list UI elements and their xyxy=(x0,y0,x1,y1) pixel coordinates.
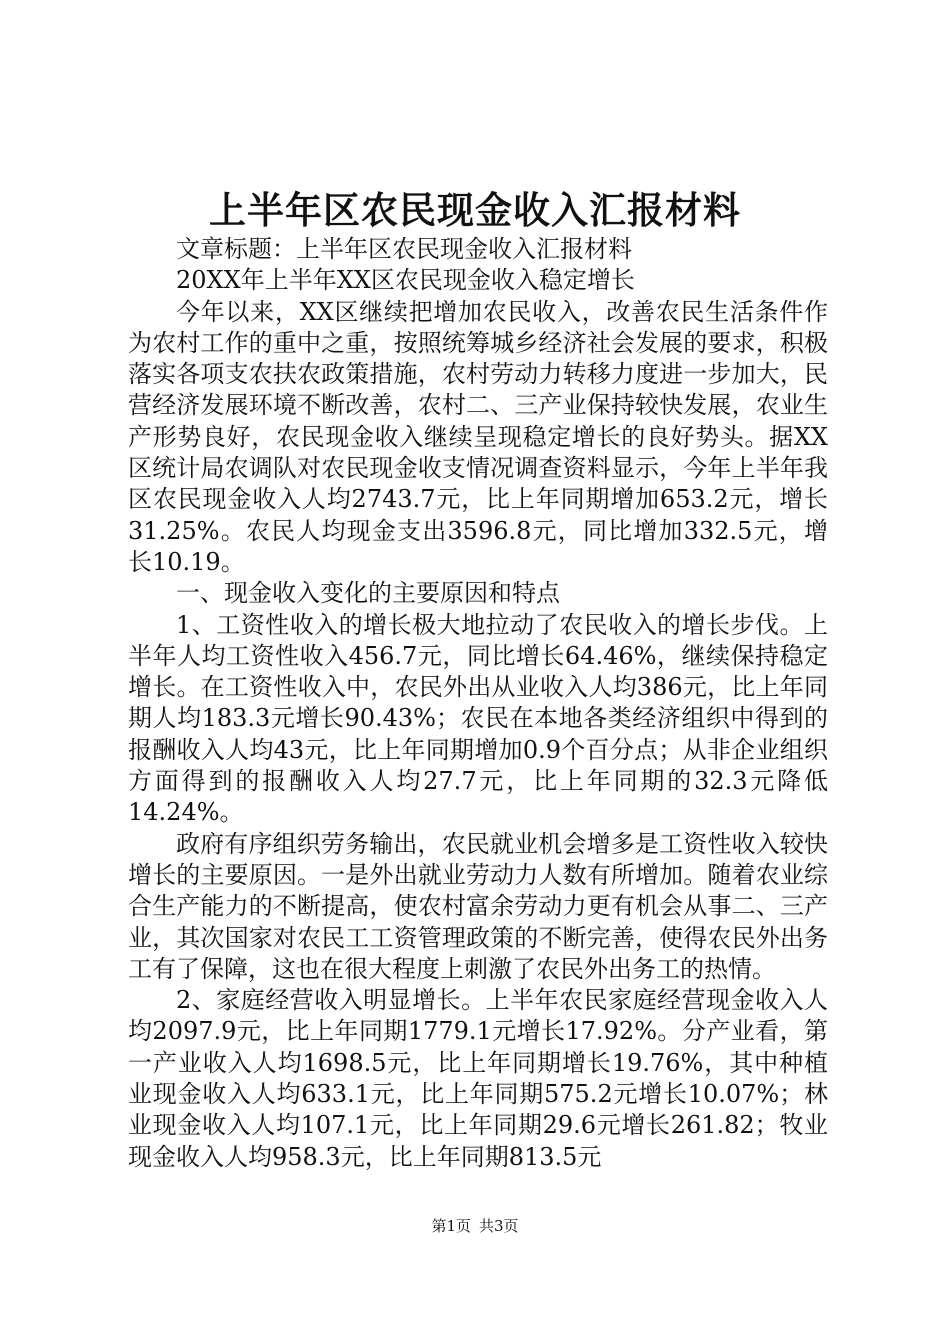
labor-export-paragraph: 政府有序组织劳务输出，农民就业机会增多是工资性收入较快增长的主要原因。一是外出就业劳动力人数有所增加。随着农业综合生产能力的不断提高，使农村富余劳动力更有机会从事二、三产业，其次国家对农民工工资管理政策的不断完善，使得农民外出务工有了保障，这也在很大程度上刺激了农民外出务工的热情。 xyxy=(128,829,828,983)
article-title-line: 文章标题：上半年区农民现金收入汇报材料 xyxy=(176,235,632,263)
subtitle-line: 20XX年上半年XX区农民现金收入稳定增长 xyxy=(176,266,635,295)
section-heading: 一、现金收入变化的主要原因和特点 xyxy=(176,579,560,608)
page-footer xyxy=(0,1216,950,1236)
intro-paragraph: 今年以来，XX区继续把增加农民收入，改善农民生活条件作为农村工作的重中之重，按照统筹城乡经济社会发展的要求，积极落实各项支农扶农政策措施，农村劳动力转移力度进一步加大，民营经济发展环境不断改善，农村二、三产业保持较快发展，农业生产形势良好，农民现金收入继续呈现稳定增长的良好势头。据XX区统计局农调队对农民现金收支情况调查资料显示，今年上半年我区农民现金收入人均2743.7元，比上年同期增加653.2元，增长31.25%。农民人均现金支出3596.8元，同比增加332.5元，增长10.19。 xyxy=(128,297,828,576)
document-body xyxy=(128,234,828,1173)
page-total: 共3页 xyxy=(479,1217,519,1235)
document-title: 上半年区农民现金收入汇报材料 xyxy=(209,188,741,232)
wage-income-paragraph: 1、工资性收入的增长极大地拉动了农民收入的增长步伐。上半年人均工资性收入456.7元，同比增长64.46%，继续保持稳定增长。在工资性收入中，农民外出从业收入人均386元，比上年同期人均183.3元增长90.43%；农民在本地各类经济组织中得到的报酬收入人均43元，比上年同期增加0.9个百分点；从非企业组织方面得到的报酬收入人均27.7元，比上年同期的32.3元降低14.24%。 xyxy=(128,610,828,827)
page-number: 第1页 xyxy=(431,1217,471,1235)
household-income-paragraph: 2、家庭经营收入明显增长。上半年农民家庭经营现金收入人均2097.9元，比上年同期1779.1元增长17.92%。分产业看，第一产业收入人均1698.5元，比上年同期增长19.76%，其中种植业现金收入人均633.1元，比上年同期575.2元增长10.07%；林业现金收入人均107.1元，比上年同期29.6元增长261.82；牧业现金收入人均958.3元，比上年同期813.5元 xyxy=(128,986,828,1171)
